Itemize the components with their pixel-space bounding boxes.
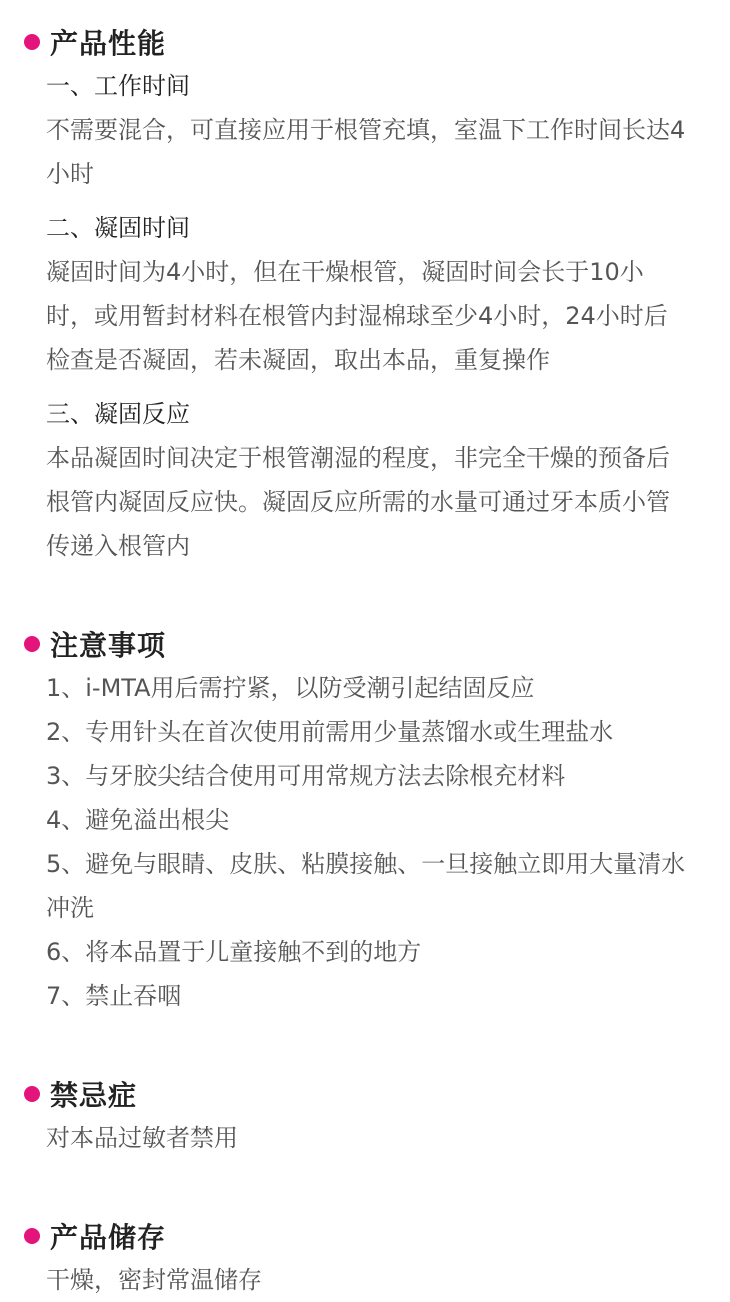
section-header (24, 1214, 690, 1258)
precautions-list (46, 666, 690, 1018)
section-header (24, 622, 690, 666)
section-title: 注意事项 (50, 629, 167, 662)
list-item: 1、i-MTA用后需拧紧，以防受潮引起结固反应 (46, 674, 535, 702)
section-contraindications (46, 1072, 690, 1160)
list-item: 6、将本品置于儿童接触不到的地方 (46, 938, 422, 966)
list-item: 7、禁止吞咽 (46, 982, 182, 1010)
bullet-dot-icon (24, 1228, 40, 1244)
list-item: 3、与牙胶尖结合使用可用常规方法去除根充材料 (46, 762, 566, 790)
paragraph-setting-time: 凝固时间为4小时，但在干燥根管，凝固时间会长于10小时，或用暂封材料在根管内封湿棉球至少4小时，24小时后检查是否凝固，若未凝固，取出本品，重复操作 (46, 258, 668, 374)
list-item: 2、专用针头在首次使用前需用少量蒸馏水或生理盐水 (46, 718, 614, 746)
section-precautions (46, 622, 690, 1018)
paragraph-working-time: 不需要混合，可直接应用于根管充填，室温下工作时间长达4小时 (46, 116, 686, 188)
bullet-dot-icon (24, 1086, 40, 1102)
section-title: 产品性能 (50, 27, 167, 60)
section-performance (46, 0, 690, 568)
subheading-setting-time: 二、凝固时间 (46, 214, 190, 242)
section-header (24, 1072, 690, 1116)
section-title: 产品储存 (50, 1221, 167, 1254)
section-header (24, 20, 690, 64)
paragraph-storage: 干燥，密封常温储存 (46, 1266, 262, 1294)
subheading-setting-reaction: 三、凝固反应 (46, 400, 190, 428)
subheading-working-time: 一、工作时间 (46, 72, 190, 100)
list-item: 4、避免溢出根尖 (46, 806, 230, 834)
section-title: 禁忌症 (50, 1079, 138, 1112)
section-storage (46, 1214, 690, 1302)
paragraph-contraindications: 对本品过敏者禁用 (46, 1124, 238, 1152)
bullet-dot-icon (24, 636, 40, 652)
bullet-dot-icon (24, 34, 40, 50)
paragraph-setting-reaction: 本品凝固时间决定于根管潮湿的程度，非完全干燥的预备后根管内凝固反应快。凝固反应所需的水量可通过牙本质小管传递入根管内 (46, 444, 670, 560)
list-item: 5、避免与眼睛、皮肤、粘膜接触、一旦接触立即用大量清水冲洗 (46, 850, 686, 922)
